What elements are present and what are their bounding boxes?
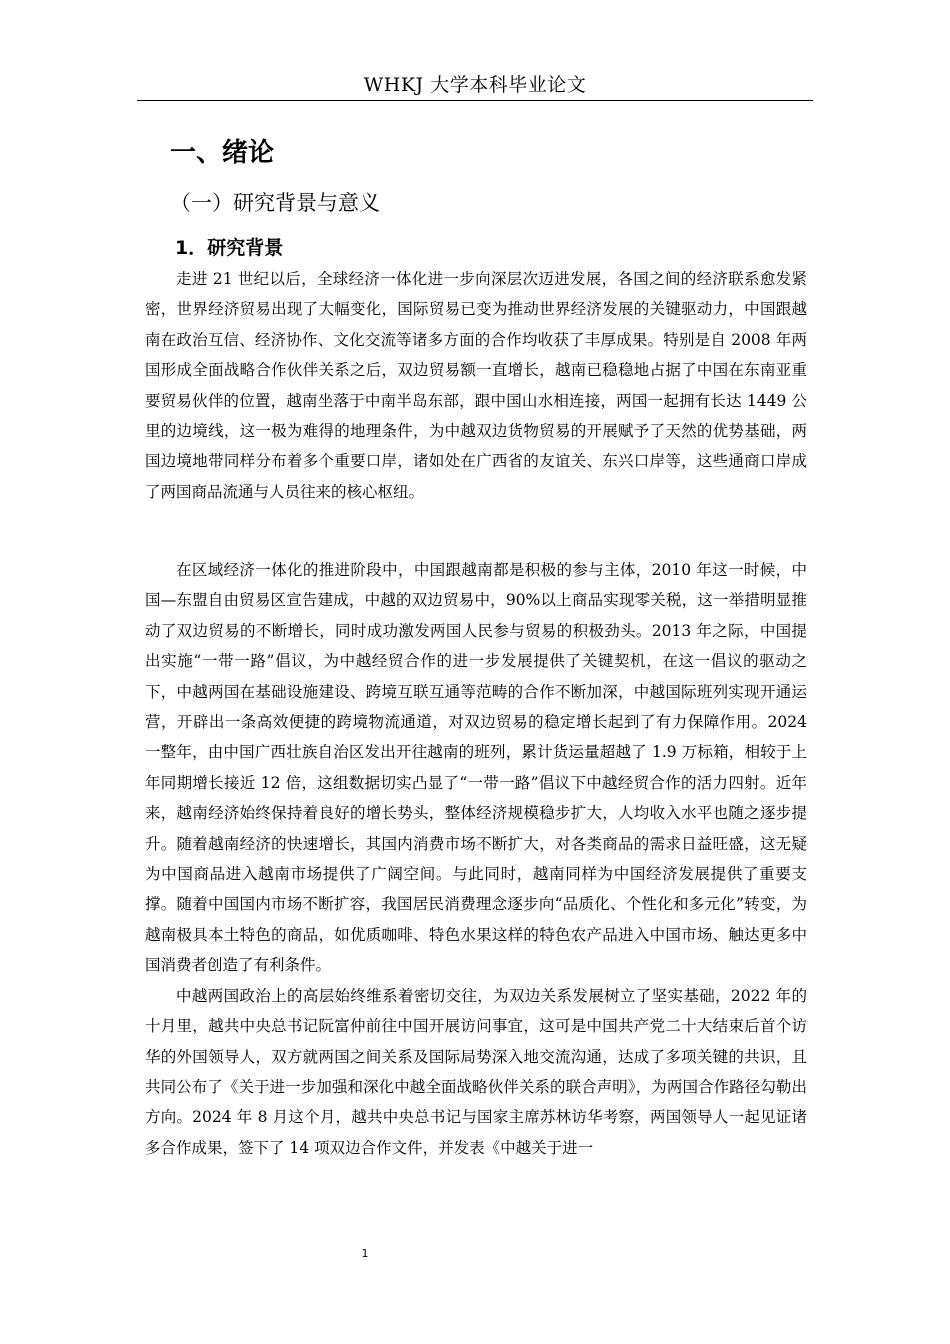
paragraph-1: 走进 21 世纪以后，全球经济一体化进一步向深层次迈进发展，各国之间的经济联系愈发紧密，世界经济贸易出现了大幅变化，国际贸易已变为推动世界经济发展的关键驱动力，中国跟越南在政治互信、经济协作、文化交流等诸多方面的合作均收获了丰厚成果。特别是自 2008 年两国形成全面战略合作伙伴关系之后，双边贸易额一直增长，越南已稳稳地占据了中国在东南亚重要贸易伙伴的位置，越南坐落于中南半岛东部，跟中国山水相连接，两国一起拥有长达 1449 公里的边境线，这一极为难得的地理条件，为中越双边货物贸易的开展赋予了天然的优势基础，两国边境地带同样分布着多个重要口岸，诸如处在广西省的友谊关、东兴口岸等，这些通商口岸成了两国商品流通与人员往来的核心枢纽。: [145, 270, 807, 501]
chapter-heading: 一、绪论: [170, 138, 275, 168]
section-heading: （一）研究背景与意义: [170, 191, 380, 215]
paragraph-3: 中越两国政治上的高层始终维系着密切交往，为双边关系发展树立了坚实基础，2022 年的十月里，越共中央总书记阮富仲前往中国开展访问事宜，这可是中国共产党二十大结束后首个访华的外国领导人，双方就两国之间关系及国际局势深入地交流沟通，达成了多项关键的共识，且共同公布了《关于进一步加强和深化中越全面战略伙伴关系的联合声明》，为两国合作路径勾勒出方向。2024 年 8 月这个月，越共中央总书记与国家主席苏林访华考察，两国领导人一起见证诸多合作成果，签下了 14 项双边合作文件，并发表《中越关于进一: [145, 986, 807, 1157]
page-number: 1: [361, 1247, 369, 1260]
paragraph-2: 在区域经济一体化的推进阶段中，中国跟越南都是积极的参与主体，2010 年这一时候，中国—东盟自由贸易区宣告建成，中越的双边贸易中，90%以上商品实现零关税，这一举措明显推动了双边贸易的不断增长，同时成功激发两国人民参与贸易的积极劲头。2013 年之际，中国提出实施“一带一路”倡议，为中越经贸合作的进一步发展提供了关键契机，在这一倡议的驱动之下，中越两国在基础设施建设、跨境互联互通等范畴的合作不断加深，中越国际班列实现开通运营，开辟出一条高效便捷的跨境物流通道，对双边贸易的稳定增长起到了有力保障作用。2024 一整年，由中国广西壮族自治区发出开往越南的班列，累计货运量超越了 1.9 万标箱，相较于上年同期增长接近 12 倍，这组数据切实凸显了“一带一路”倡议下中越经贸合作的活力四射。近年来，越南经济始终保持着良好的增长势头，整体经济规模稳步扩大，人均收入水平也随之逐步提升。随着越南经济的快速增长，其国内消费市场不断扩大，对各类商品的需求日益旺盛，这无疑为中国商品进入越南市场提供了广阔空间。与此同时，越南同样为中国经济发展提供了重要支撑。随着中国国内市场不断扩容，我国居民消费理念逐步向“品质化、个性化和多元化”转变，为越南极具本土特色的商品，如优质咖啡、特色水果这样的特色农产品进入中国市场、触达更多中国消费者创造了有利条件。: [145, 561, 807, 975]
body-block-2: [145, 555, 807, 1163]
subsection-heading: 1．研究背景: [175, 237, 284, 259]
page-header-title: WHKJ 大学本科毕业论文: [363, 74, 587, 96]
body-block-1: [145, 264, 807, 507]
header-divider: [137, 100, 813, 101]
